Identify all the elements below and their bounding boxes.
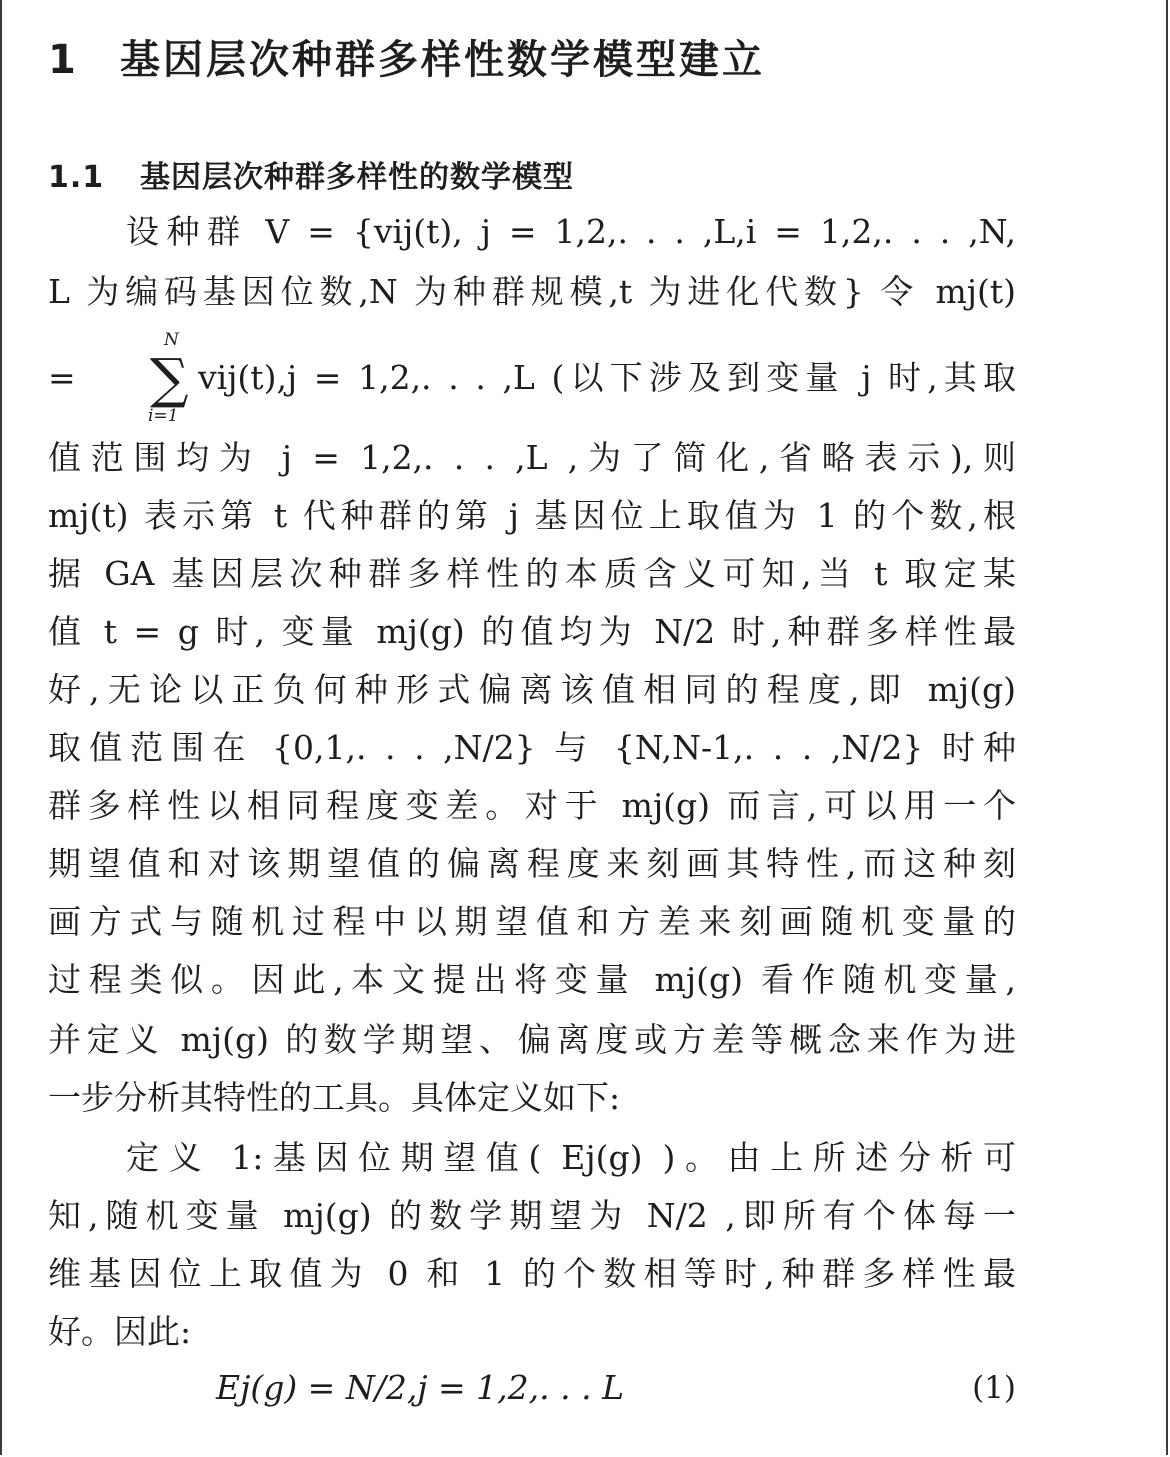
paragraph-line: 好,无论以正负何种形式偏离该值相同的程度,即 mj(g) [48,670,1016,709]
equals-sign: = [48,358,76,397]
equation-number: (1) [972,1370,1016,1406]
paragraph-line: 并定义 mj(g) 的数学期望、偏离度或方差等概念来作为进 [48,1020,1016,1059]
paragraph-line: 维基因位上取值为 0 和 1 的个数相等时,种群多样性最 [48,1254,1016,1293]
paragraph-line: 值 t = g 时, 变量 mj(g) 的值均为 N/2 时,种群多样性最 [48,612,1016,651]
paragraph-line: 过程类似。因此,本文提出将变量 mj(g) 看作随机变量, [48,960,1016,999]
paragraph-line: L 为编码基因位数,N 为种群规模,t 为进化代数} 令 mj(t) [48,272,1016,311]
subsection-number: 1.1 [48,160,105,195]
paragraph-line: 值范围均为 j = 1,2,. . . ,L ,为了简化,省略表示),则 [48,438,1016,477]
paragraph-line: 定义 1:基因位期望值( Ej(g) )。由上所述分析可 [126,1138,1016,1177]
paragraph-line: 知,随机变量 mj(g) 的数学期望为 N/2 ,即所有个体每一 [48,1196,1016,1235]
sigma-symbol: ∑ [150,347,189,410]
paragraph-line: 一步分析其特性的工具。具体定义如下: [48,1078,621,1117]
section-heading [48,28,765,85]
sum-upper-limit: N [164,330,179,350]
paragraph-line: 取值范围在 {0,1,. . . ,N/2} 与 {N,N-1,. . . ,N/2} 时种 [48,728,1016,767]
paragraph-line: vij(t),j = 1,2,. . . ,L (以下涉及到变量 j 时,其取 [198,358,1016,397]
paragraph-line: mj(t) 表示第 t 代种群的第 j 基因位上取值为 1 的个数,根 [48,496,1016,535]
paragraph-line: 群多样性以相同程度变差。对于 mj(g) 而言,可以用一个 [48,786,1016,825]
paragraph-line: 画方式与随机过程中以期望值和方差来刻画随机变量的 [48,902,1016,941]
display-equation: Ej(g) = N/2,j = 1,2,. . . L [216,1368,624,1407]
paragraph-line: 好。因此: [48,1312,192,1351]
subsection-title: 基因层次种群多样性的数学模型 [140,160,574,195]
section-title: 基因层次种群多样性数学模型建立 [120,37,765,83]
paragraph-line: 设种群 V = {vij(t), j = 1,2,. . . ,L,i = 1,2,. . . ,N, [126,212,1016,251]
subsection-heading [48,152,574,196]
summation-formula [48,330,1016,430]
paragraph-line: 据 GA 基因层次种群多样性的本质含义可知,当 t 取定某 [48,554,1016,593]
section-number: 1 [48,37,79,83]
paragraph-line: 期望值和对该期望值的偏离程度来刻画其特性,而这种刻 [48,844,1016,883]
sum-lower-limit: i=1 [148,406,179,426]
